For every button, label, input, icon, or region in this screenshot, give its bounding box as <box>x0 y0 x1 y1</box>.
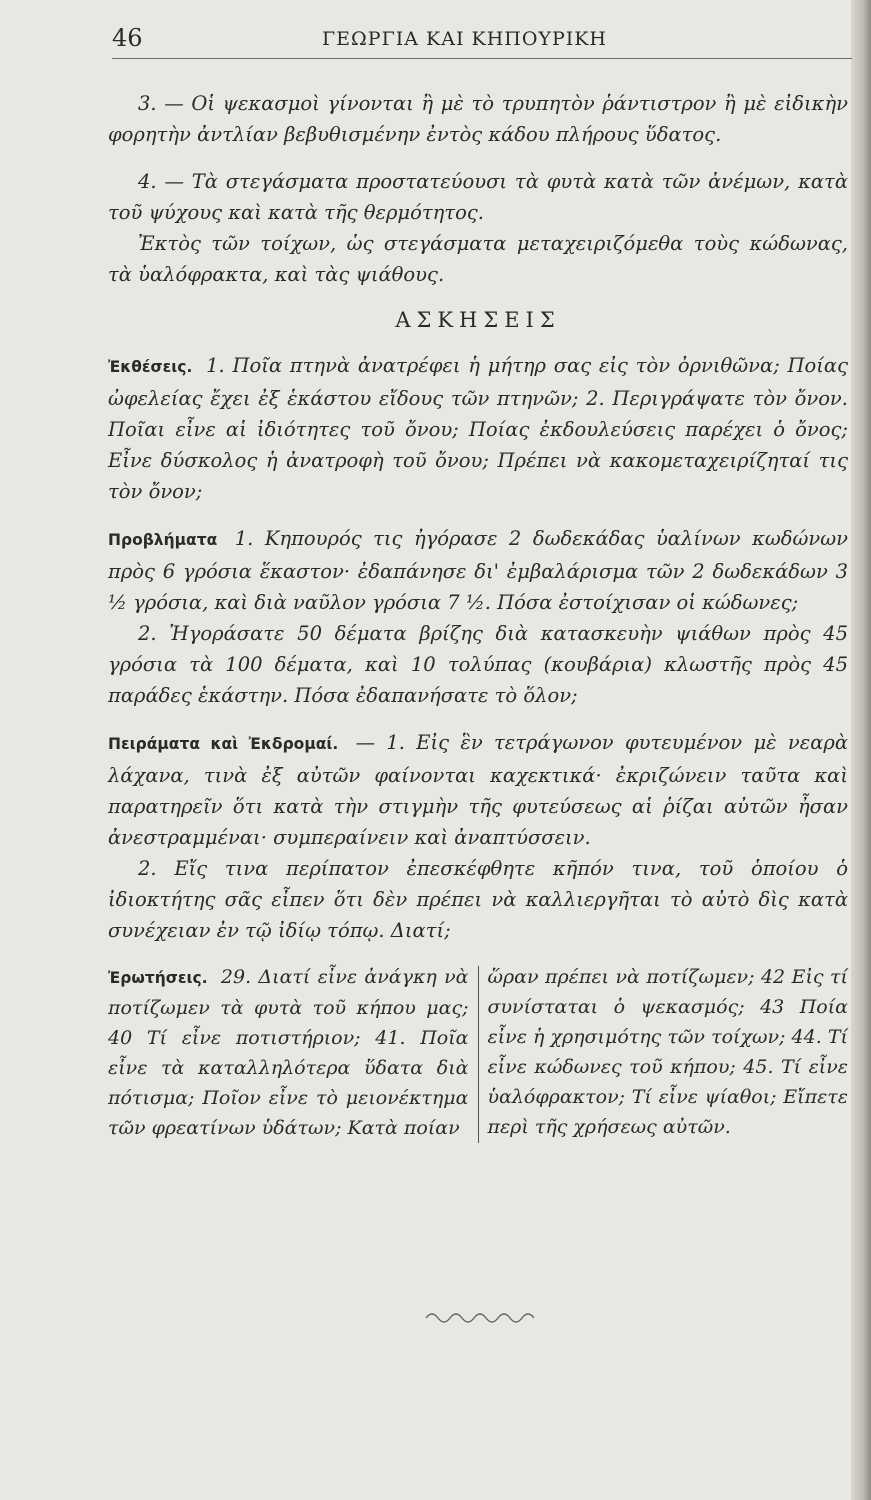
paragraph-4: 4. — Τὰ στεγάσματα προστατεύουσι τὰ φυτὰ κατὰ τῶν ἀνέμων, κατὰ τοῦ ψύχους καὶ κατὰ τῆς θερμότητος. <box>108 170 848 224</box>
questions-columns <box>108 962 848 1143</box>
header-rule <box>112 58 852 59</box>
experiments-label: Πειράματα καὶ Ἐκδρομαί. <box>108 735 339 753</box>
paragraph-3: 3. — Οἱ ψεκασμοὶ γίνονται ἢ μὲ τὸ τρυπητὸν ῥάντιστρον ἢ μὲ εἰδικὴν φορητὴν ἀντλίαν βεβυθισμένην ἐντὸς κάδου πλήρους ὕδατος. <box>108 92 848 146</box>
ornament-wave-icon <box>424 1306 534 1326</box>
problems-label: Προβλήματα <box>108 531 218 549</box>
running-head: ΓΕΩΡΓΙΑ ΚΑΙ ΚΗΠΟΥΡΙΚΗ <box>322 28 608 50</box>
page-edge-shadow <box>851 0 871 1500</box>
problems-text: 1. Κηπουρός τις ἠγόρασε 2 δωδεκάδας ὑαλίνων κωδώνων πρὸς 6 γρόσια ἕκαστον· ἐδαπάνησε δι' ἐμβαλάρισμα τῶν 2 δωδεκάδων 3 ½ γρόσια, καὶ διὰ ναῦλον γρόσια 7 ½. Πόσα ἐστοίχισαν οἱ κώδωνες; <box>108 527 849 614</box>
exercise-problems <box>108 523 848 618</box>
experiments-text: — 1. Εἰς ἓν τετράγωνον φυτευμένον μὲ νεαρὰ λάχανα, τινὰ ἐξ αὐτῶν φαίνονται καχεκτικά· ἐκριζώνειν ταῦτα καὶ παρατηρεῖν ὅτι κατὰ τὴν στιγμὴν τῆς φυτεύσεως αἱ ῥίζαι αὐτῶν ἦσαν ἀνεστραμμέναι· συμπεραίνειν καὶ ἀναπτύσσειν. <box>108 731 848 849</box>
questions-label: Ἐρωτήσεις. <box>108 969 208 987</box>
essays-label: Ἐκθέσεις. <box>108 358 193 376</box>
questions-left-text: 29. Διατί εἶνε ἀνάγκη νὰ ποτίζωμεν τὰ φυτὰ τοῦ κήπου μας; 40 Τί εἶνε ποτιστήριον; 41. Ποῖα εἶνε τὰ καταλληλότερα ὕδατα διὰ πότισμα; Ποῖον εἶνε τὸ μειονέκτημα τῶν φρεατίνων ὑδάτων; Κατὰ ποίαν <box>108 966 469 1139</box>
section-title: ΑΣΚΗΣΕΙΣ <box>395 308 561 332</box>
essays-text: 1. Ποῖα πτηνὰ ἀνατρέφει ἡ μήτηρ σας εἰς τὸν ὀρνιθῶνα; Ποίας ὠφελείας ἔχει ἐξ ἑκάστου εἴδους τῶν πτηνῶν; 2. Περιγράψατε τὸν ὄνον. Ποῖαι εἶνε αἱ ἰδιότητες τοῦ ὄνου; Ποίας ἐκδουλεύσεις παρέχει ὁ ὄνος; Εἶνε δύσκολος ἡ ἀνατροφὴ τοῦ ὄνου; Πρέπει νὰ κακομεταχειρίζηταί τις τὸν ὄνον; <box>108 354 848 503</box>
column-divider <box>478 966 479 1143</box>
experiments-text-2: 2. Εἴς τινα περίπατον ἐπεσκέφθητε κῆπόν τινα, τοῦ ὁποίου ὁ ἰδιοκτήτης σᾶς εἶπεν ὅτι δὲν πρέπει νὰ καλλιεργῆται τὸ αὐτὸ δὶς κατὰ συνέχειαν ἐν τῷ ἰδίῳ τόπῳ. Διατί; <box>108 857 848 942</box>
page-number: 46 <box>112 24 143 52</box>
questions-left-column <box>108 962 469 1143</box>
exercise-essays <box>108 350 848 507</box>
paragraph-4b: Ἐκτὸς τῶν τοίχων, ὡς στεγάσματα μεταχειριζόμεθα τοὺς κώδωνας, τὰ ὑαλόφρακτα, καὶ τὰς ψιάθους. <box>108 232 848 286</box>
page-body <box>108 88 848 1143</box>
problems-text-2: 2. Ἠγοράσατε 50 δέματα βρίζης διὰ κατασκευὴν ψιάθων πρὸς 45 γρόσια τὰ 100 δέματα, καὶ 10 τολύπας (κουβάρια) κλωστῆς πρὸς 45 παράδες ἑκάστην. Πόσα ἐδαπανήσατε τὸ ὅλον; <box>108 622 848 707</box>
exercise-experiments <box>108 727 848 853</box>
page-header <box>112 22 852 56</box>
questions-right-column: ὥραν πρέπει νὰ ποτίζωμεν; 42 Εἰς τί συνίσταται ὁ ψεκασμός; 43 Ποία εἶνε ἡ χρησιμότης τῶν τοίχων; 44. Τί εἶνε κώδωνες τοῦ κήπου; 45. Τί εἶνε ὑαλόφρακτον; Τί εἶνε ψίαθοι; Εἴπετε περὶ τῆς χρήσεως αὐτῶν. <box>487 966 848 1138</box>
